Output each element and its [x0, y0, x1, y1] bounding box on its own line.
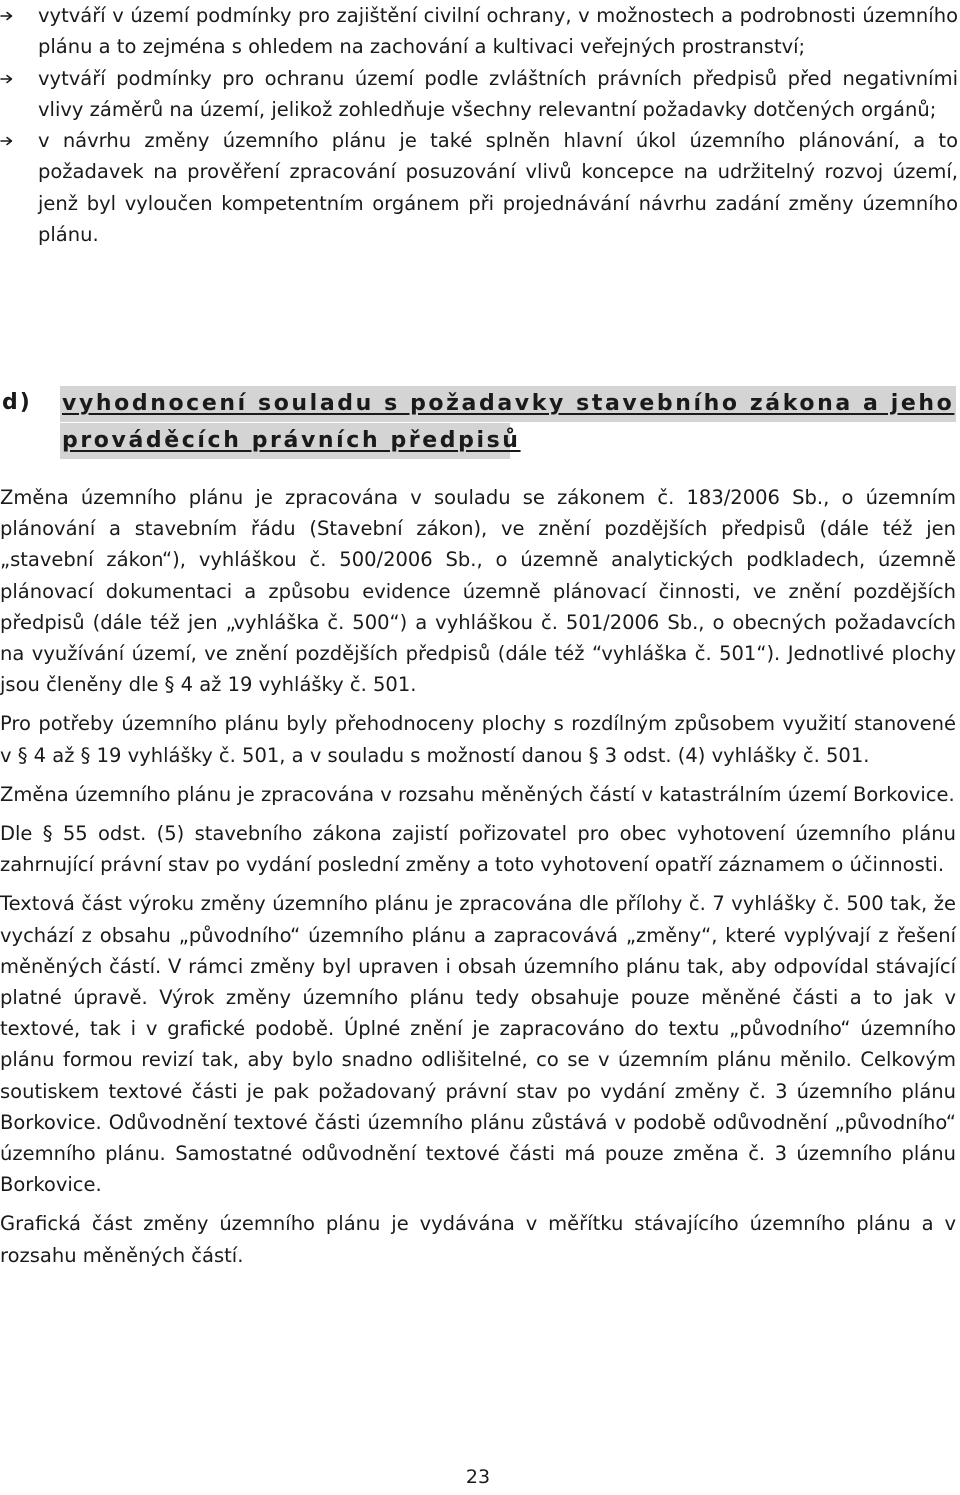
section-letter: d): [2, 390, 32, 415]
section-body: [0, 482, 956, 1279]
paragraph: Grafická část změny územního plánu je vydávána v měřítku stávajícího územního plánu a v rozsahu měněných částí.: [0, 1212, 956, 1267]
list-item-text: vytváří podmínky pro ochranu území podle zvláštních právních předpisů před negativními vlivy záměrů na území, jelikož zohledňuje všechny relevantní požadavky dotčených orgánů;: [38, 66, 958, 121]
paragraph: Změna územního plánu je zpracována v souladu se zákonem č. 183/2006 Sb., o územním plánování a stavebním řádu (Stavební zákon), ve znění pozdějších předpisů (dále též jen „stavební zákon“), vyhláškou č. 500/2006 Sb., o územně analytických podkladech, územně plánovací dokumentaci a způsobu evidence územně plánovací činnosti, ve znění pozdějších předpisů (dále též jen „vyhláška č. 500“) a vyhláškou č. 501/2006 Sb., o obecných požadavcích na využívání území, ve znění pozdějších předpisů (dále též “vyhláška č. 501“). Jednotlivé plochy jsou členěny dle § 4 až 19 vyhlášky č. 501.: [0, 486, 956, 697]
list-item-text: v návrhu změny územního plánu je také splněn hlavní úkol územního plánování, a to požadavek na prověření zpracování posuzování vlivů koncepce na udržitelný rozvoj území, jenž byl vyloučen kompetentním orgánem při projednávání návrhu zadání změny územního plánu.: [38, 129, 958, 247]
list-item: [0, 0, 958, 63]
paragraph: Textová část výroku změny územního plánu je zpracována dle přílohy č. 7 vyhlášky č. 500 tak, že vychází z obsahu „původního“ územního plánu a zapracovává „změny“, které vyplývají z řešení měněných částí. V rámci změny byl upraven i obsah územního plánu tak, aby odpovídal stávající platné úpravě. Výrok změny územního plánu tedy obsahuje pouze měněné části a to jak v textové, tak i v grafické podobě. Úplné znění je zapracováno do textu „původního“ územního plánu formou revizí tak, aby bylo snadno odlišitelné, co se v územním plánu měnilo. Celkovým soutiskem textové části je pak požadovaný právní stav po vydání změny č. 3 územního plánu Borkovice. Odůvodnění textové části územního plánu zůstává v podobě odůvodnění „původního“ územního plánu. Samostatné odůvodnění textové části má pouze změna č. 3 územního plánu Borkovice.: [0, 892, 956, 1197]
bullet-list: [0, 0, 958, 250]
section-title-line-1: vyhodnocení souladu s požadavky stavebního zákona a jeho: [60, 386, 956, 422]
paragraph: Změna územního plánu je zpracována v rozsahu měněných částí v katastrálním území Borkovice.: [0, 782, 955, 806]
list-item: [0, 63, 958, 126]
paragraph: Dle § 55 odst. (5) stavebního zákona zajistí pořizovatel pro obec vyhotovení územního plánu zahrnující právní stav po vydání poslední změny a toto vyhotovení opatří záznamem o účinnosti.: [0, 822, 956, 877]
arrow-right-icon: [0, 11, 14, 21]
arrow-right-icon: [0, 74, 14, 84]
page-number: 23: [465, 1466, 491, 1488]
list-item: [0, 125, 958, 250]
arrow-right-icon: [0, 136, 14, 146]
list-item-text: vytváří v území podmínky pro zajištění civilní ochrany, v možnostech a podrobnosti územního plánu a to zejména s ohledem na zachování a kultivaci veřejných prostranství;: [38, 4, 958, 59]
section-heading: [0, 384, 958, 459]
section-title-line-2: prováděcích právních předpisů: [60, 423, 510, 459]
paragraph: Pro potřeby územního plánu byly přehodnoceny plochy s rozdílným způsobem využití stanovené v § 4 až § 19 vyhlášky č. 501, a v souladu s možností danou § 3 odst. (4) vyhlášky č. 501.: [0, 712, 956, 767]
